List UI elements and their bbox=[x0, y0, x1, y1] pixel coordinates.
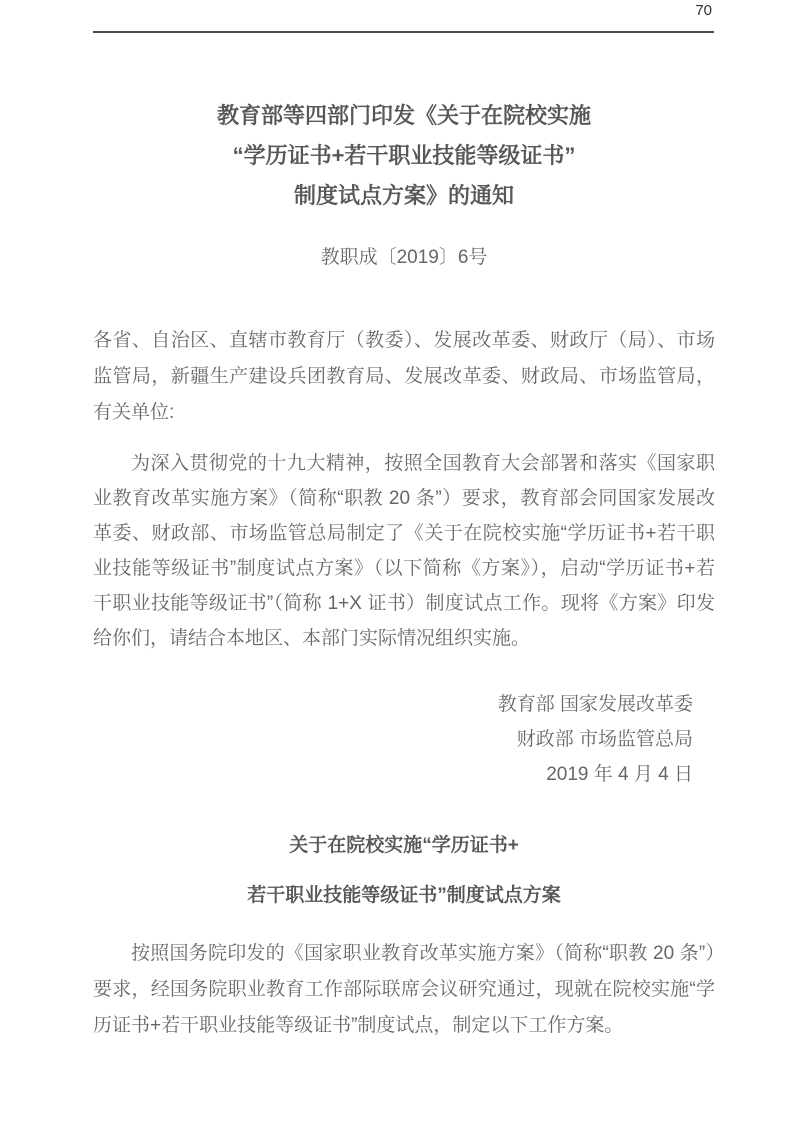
signature-agencies-line-2: 财政部 市场监管总局 bbox=[516, 729, 693, 750]
page-number: 70 bbox=[695, 2, 712, 19]
notice-title-line-1: 教育部等四部门印发《关于在院校实施 bbox=[216, 103, 591, 128]
document-number: 教职成〔2019〕6号 bbox=[320, 247, 488, 268]
header-rule bbox=[93, 31, 714, 33]
signature-block bbox=[93, 687, 715, 792]
signature-agencies-line-1: 教育部 国家发展改革委 bbox=[497, 694, 693, 715]
addressee-paragraph: 各省、自治区、直辖市教育厅（教委）、发展改革委、财政厅（局）、市场监管局，新疆生产建设兵团教育局、发展改革委、财政局、市场监管局，有关单位: bbox=[93, 330, 715, 423]
notice-body-paragraph: 为深入贯彻党的十九大精神，按照全国教育大会部署和落实《国家职业教育改革实施方案》（简称“职教 20 条”）要求，教育部会同国家发展改革委、财政部、市场监管总局制定了《关于在院校实施“学历证书+若干职业技能等级证书”制度试点方案》（以下简称《方案》），启动“学历证书+若干职业技能等级证书”（简称 1+X 证书）制度试点工作。现将《方案》印发给你们，请结合本地区、本部门实际情况组织实施。 bbox=[93, 453, 715, 649]
plan-intro-paragraph: 按照国务院印发的《国家职业教育改革实施方案》（简称“职教 20 条”）要求，经国务院职业教育工作部际联席会议研究通过，现就在院校实施“学历证书+若干职业技能等级证书”制度试点，制定以下工作方案。 bbox=[93, 943, 715, 1036]
plan-title bbox=[93, 832, 715, 910]
notice-title-line-3: 制度试点方案》的通知 bbox=[293, 183, 514, 208]
notice-title bbox=[93, 96, 715, 216]
plan-title-line-2: 若干职业技能等级证书”制度试点方案 bbox=[247, 885, 561, 906]
plan-title-line-1: 关于在院校实施“学历证书+ bbox=[289, 835, 519, 856]
notice-title-line-2: “学历证书+若干职业技能等级证书” bbox=[232, 143, 576, 168]
signature-date: 2019 年 4 月 4 日 bbox=[546, 764, 693, 785]
